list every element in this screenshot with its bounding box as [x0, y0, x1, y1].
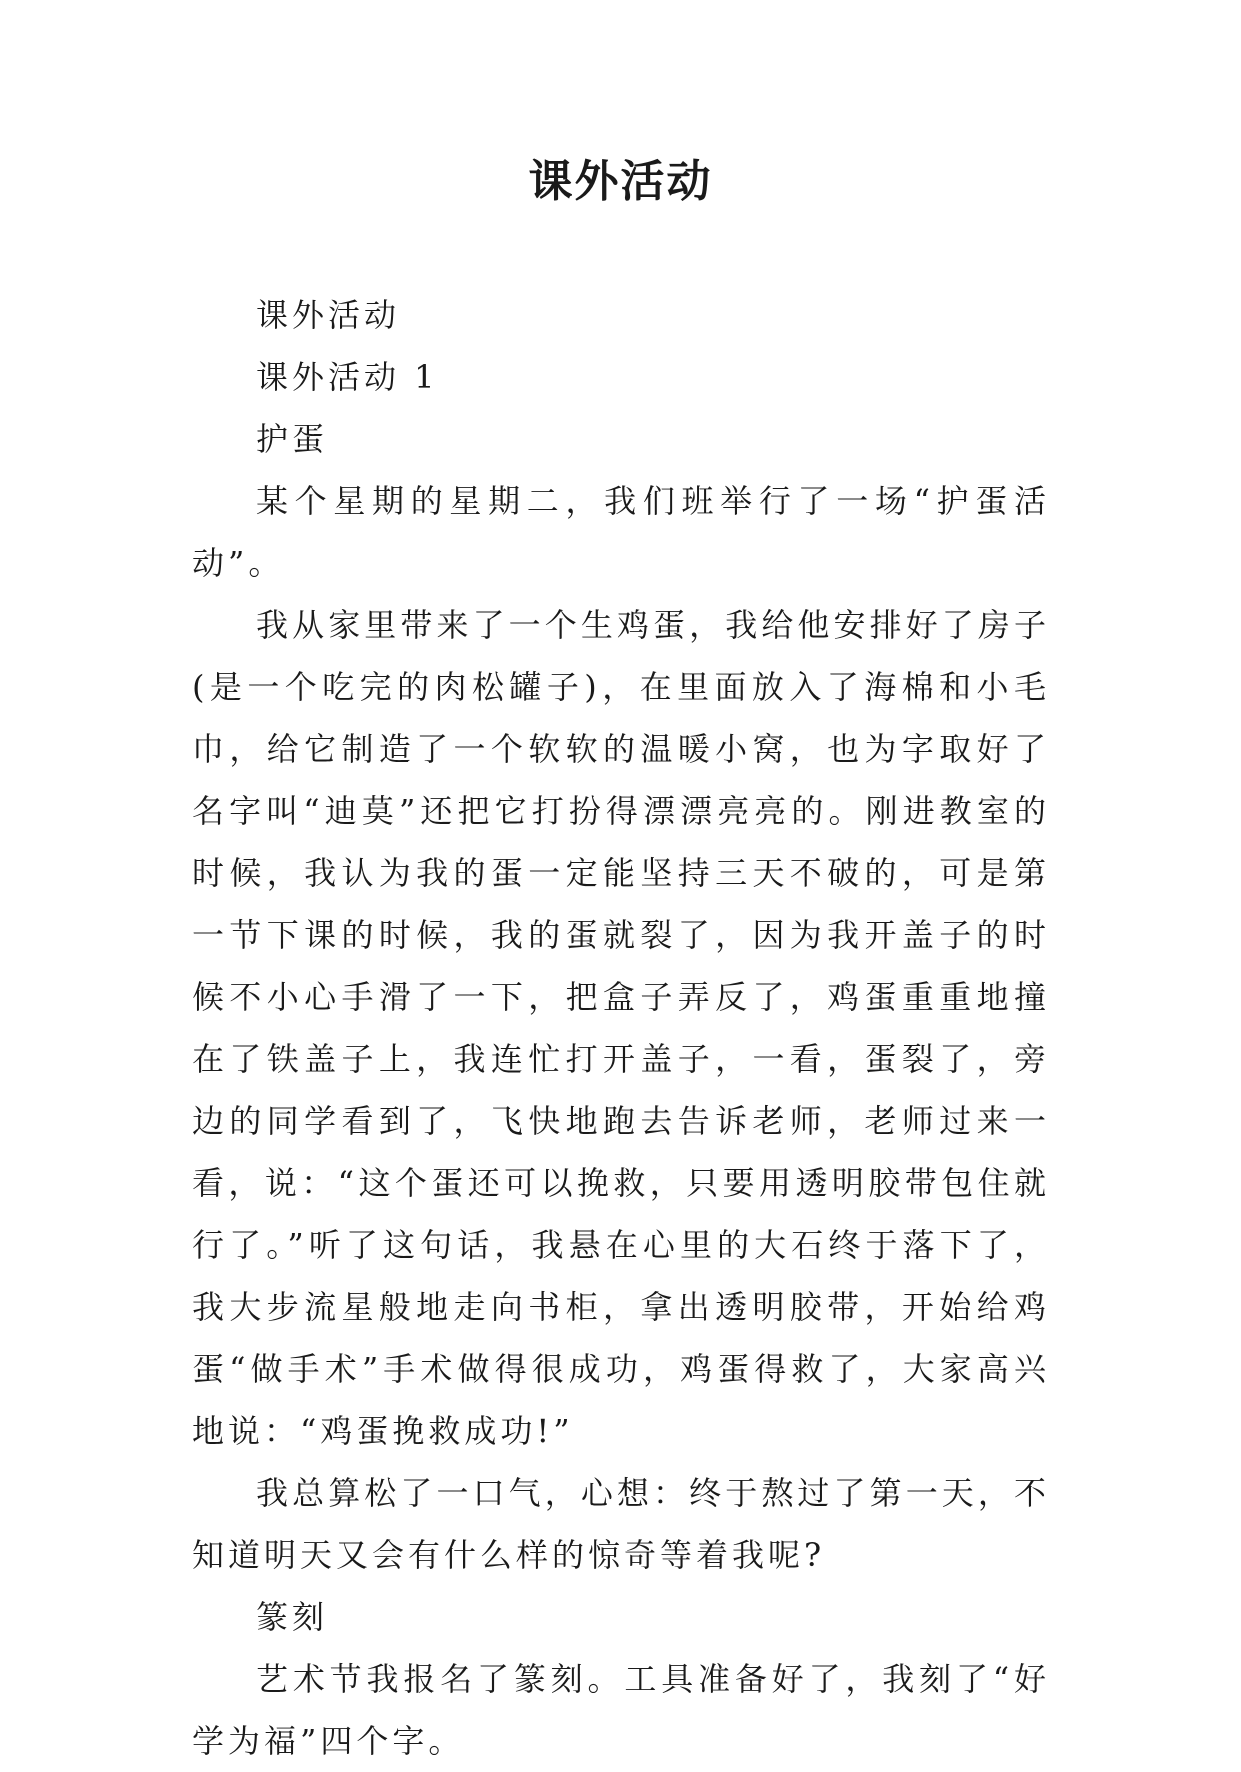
paragraph-heading: 课外活动	[256, 296, 401, 334]
paragraph-section-title: 护蛋	[256, 420, 329, 458]
paragraph: 艺术节我报名了篆刻。工具准备好了，我刻了“好学为福”四个字。	[192, 1660, 1050, 1760]
paragraph: 某个星期的星期二，我们班举行了一场“护蛋活动”。	[192, 482, 1050, 582]
paragraph: 我总算松了一口气，心想：终于熬过了第一天，不知道明天又会有什么样的惊奇等着我呢?	[192, 1474, 1050, 1574]
paragraph-section-title: 篆刻	[256, 1598, 329, 1636]
document-title: 课外活动	[528, 156, 713, 207]
paragraph-subheading: 课外活动 1	[256, 358, 439, 396]
paragraph: 我从家里带来了一个生鸡蛋，我给他安排好了房子(是一个吃完的肉松罐子)，在里面放入了海棉和小毛巾，给它制造了一个软软的温暖小窝，也为字取好了名字叫“迪莫”还把它打扮得漂漂亮亮的。刚进教室的时候，我认为我的蛋一定能坚持三天不破的，可是第一节下课的时候，我的蛋就裂了，因为我开盖子的时候不小心手滑了一下，把盒子弄反了，鸡蛋重重地撞在了铁盖子上，我连忙打开盖子，一看，蛋裂了，旁边的同学看到了，飞快地跑去告诉老师，老师过来一看，说：“这个蛋还可以挽救，只要用透明胶带包住就行了。”听了这句话，我悬在心里的大石终于落下了，我大步流星般地走向书柜，拿出透明胶带，开始给鸡蛋“做手术”手术做得很成功，鸡蛋得救了，大家高兴地说：“鸡蛋挽救成功!”	[192, 606, 1050, 1450]
document-body	[192, 284, 1050, 1772]
